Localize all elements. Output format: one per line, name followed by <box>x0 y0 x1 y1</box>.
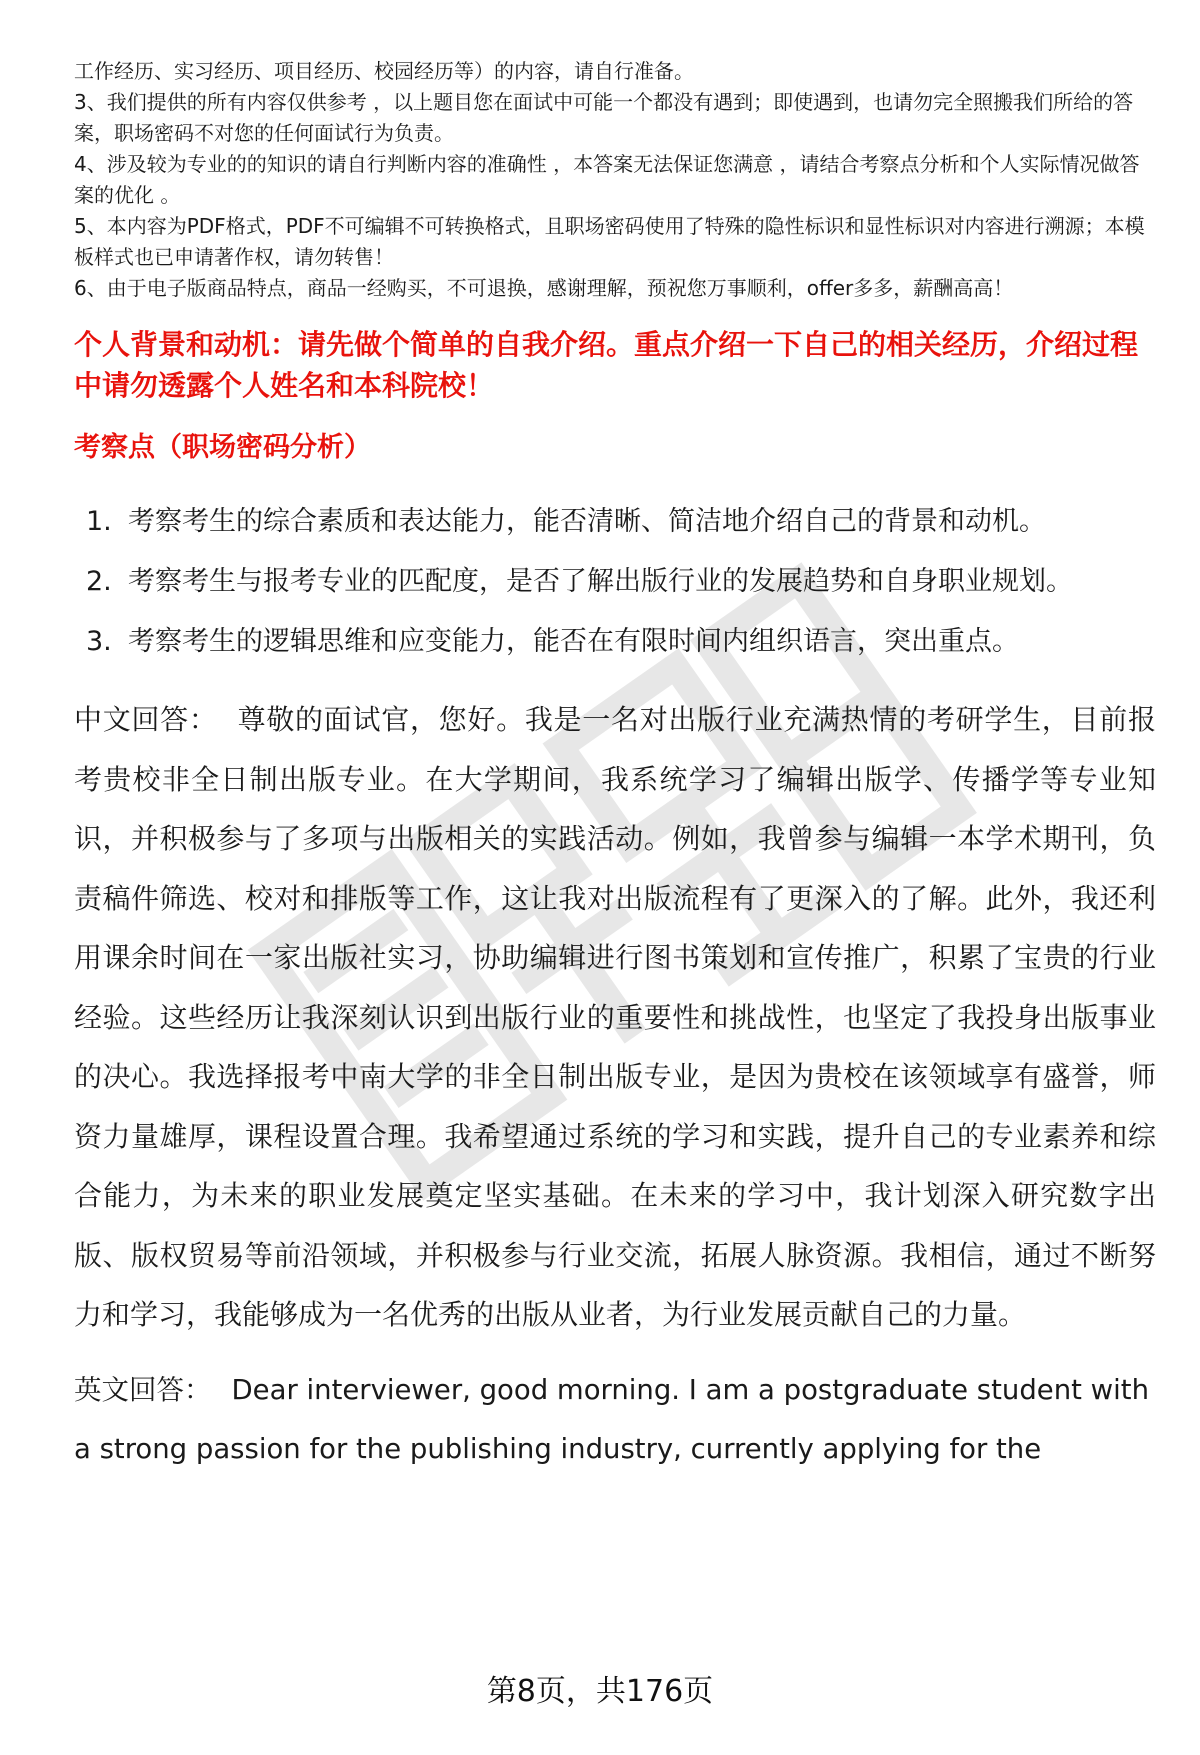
english-answer <box>74 1361 1156 1479</box>
note-line: 4、涉及较为专业的的知识的请自行判断内容的准确性 ，本答案无法保证您满意 ，请结合考察点分析和个人实际情况做答案的优化 。 <box>74 152 1140 207</box>
list-item <box>74 552 1156 612</box>
list-number: 1. <box>86 506 112 537</box>
disclaimer-notes <box>74 56 1156 304</box>
english-answer-label: 英文回答： <box>74 1373 212 1406</box>
list-text: 考察考生的综合素质和表达能力，能否清晰、简洁地介绍自己的背景和动机。 <box>128 506 1046 537</box>
document-page <box>74 56 1156 1479</box>
list-item <box>74 612 1156 672</box>
list-number: 3. <box>86 626 112 657</box>
note-line: 工作经历、实习经历、项目经历、校园经历等）的内容，请自行准备。 <box>74 59 694 83</box>
note-line: 5、本内容为PDF格式，PDF不可编辑不可转换格式，且职场密码使用了特殊的隐性标识和显性标识对内容进行溯源；本模板样式也已申请著作权，请勿转售！ <box>74 214 1145 269</box>
list-text: 考察考生的逻辑思维和应变能力，能否在有限时间内组织语言，突出重点。 <box>128 626 1019 657</box>
assessment-points-list <box>74 492 1156 672</box>
page-number-footer: 第8页，共176页 <box>486 1674 714 1709</box>
list-number: 2. <box>86 566 112 597</box>
question-heading: 个人背景和动机：请先做个简单的自我介绍。重点介绍一下自己的相关经历，介绍过程中请勿透露个人姓名和本科院校！ <box>74 328 1139 402</box>
assessment-points-heading: 考察点（职场密码分析） <box>74 432 371 463</box>
list-text: 考察考生与报考专业的匹配度，是否了解出版行业的发展趋势和自身职业规划。 <box>128 566 1073 597</box>
chinese-answer <box>74 690 1156 1345</box>
note-line: 3、我们提供的所有内容仅供参考 ，以上题目您在面试中可能一个都没有遇到；即使遇到，也请勿完全照搬我们所给的答案，职场密码不对您的任何面试行为负责。 <box>74 90 1134 145</box>
note-line: 6、由于电子版商品特点，商品一经购买，不可退换，感谢理解，预祝您万事顺利，offer多多，薪酬高高！ <box>74 276 1014 300</box>
list-item <box>74 492 1156 552</box>
english-answer-text: Dear interviewer, good morning. I am a postgraduate student with a strong passion for the publishing industry, currently applying for the <box>74 1373 1150 1465</box>
chinese-answer-label: 中文回答： <box>74 703 218 736</box>
chinese-answer-text: 尊敬的面试官，您好。我是一名对出版行业充满热情的考研学生，目前报考贵校非全日制出版专业。在大学期间，我系统学习了编辑出版学、传播学等专业知识，并积极参与了多项与出版相关的实践活动。例如，我曾参与编辑一本学术期刊，负责稿件筛选、校对和排版等工作，这让我对出版流程有了更深入的了解。此外，我还利用课余时间在一家出版社实习，协助编辑进行图书策划和宣传推广，积累了宝贵的行业经验。这些经历让我深刻认识到出版行业的重要性和挑战性，也坚定了我投身出版事业的决心。我选择报考中南大学的非全日制出版专业，是因为贵校在该领域享有盛誉，师资力量雄厚，课程设置合理。我希望通过系统的学习和实践，提升自己的专业素养和综合能力，为未来的职业发展奠定坚实基础。在未来的学习中，我计划深入研究数字出版、版权贸易等前沿领域，并积极参与行业交流，拓展人脉资源。我相信，通过不断努力和学习，我能够成为一名优秀的出版从业者，为行业发展贡献自己的力量。 <box>74 703 1156 1331</box>
